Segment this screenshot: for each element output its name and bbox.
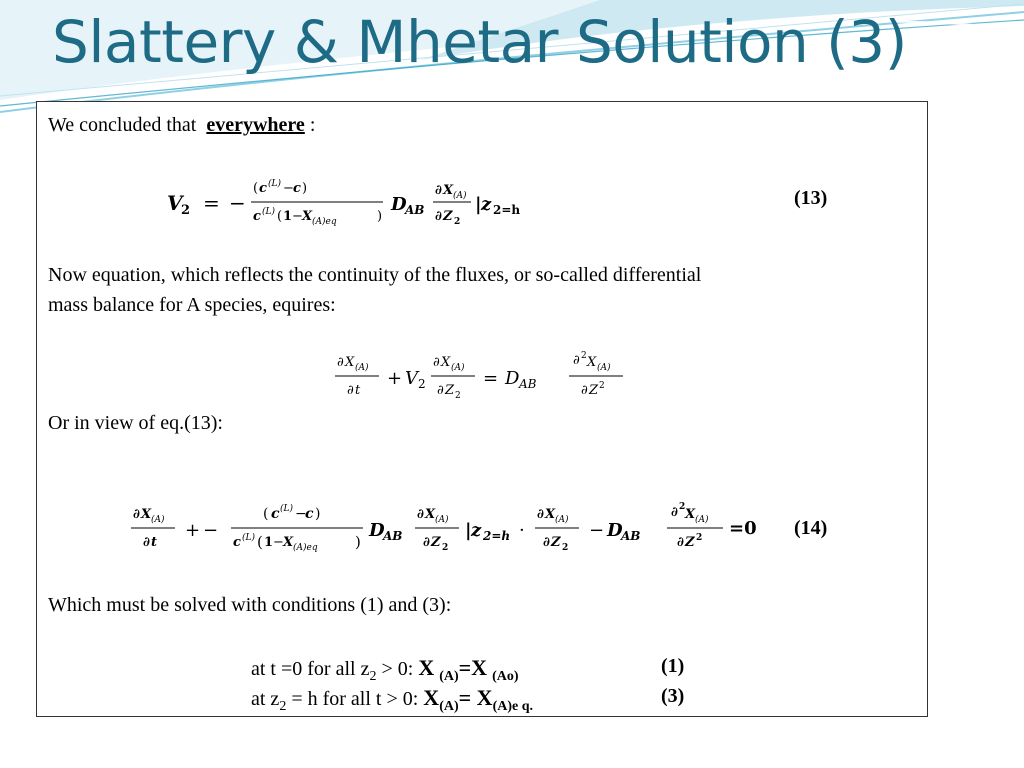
svg-text:X: X — [443, 183, 454, 198]
svg-text:(A)eq: (A)eq — [293, 543, 318, 553]
svg-text:(L): (L) — [242, 533, 255, 543]
svg-text:∂: ∂ — [143, 535, 150, 550]
svg-text:): ) — [302, 181, 308, 196]
svg-text:2: 2 — [562, 543, 569, 553]
svg-text:(: ( — [277, 209, 283, 224]
svg-text:V: V — [167, 191, 183, 215]
svg-text:X: X — [345, 355, 355, 370]
svg-text:X: X — [441, 355, 451, 370]
svg-text:−: − — [292, 209, 303, 224]
svg-text:(A): (A) — [597, 363, 611, 373]
svg-text:∂: ∂ — [677, 535, 684, 550]
svg-text:AB: AB — [621, 529, 641, 543]
equation-14 — [129, 498, 789, 558]
svg-text:t: t — [355, 383, 361, 398]
svg-text:∂: ∂ — [543, 535, 550, 550]
svg-text:∂: ∂ — [417, 507, 424, 522]
svg-text:(L): (L) — [268, 179, 281, 189]
svg-text:(A): (A) — [151, 515, 165, 525]
svg-text:Z: Z — [589, 383, 599, 398]
svg-text:∂: ∂ — [437, 383, 444, 398]
svg-text:Z: Z — [443, 209, 453, 224]
svg-text:Z: Z — [431, 535, 441, 550]
svg-text:=: = — [203, 191, 220, 215]
svg-text:∂: ∂ — [435, 183, 442, 198]
equation-mass-balance — [333, 350, 653, 406]
svg-text:X: X — [545, 507, 556, 522]
svg-text:c: c — [233, 535, 241, 550]
svg-text:−: − — [203, 520, 219, 541]
svg-text:2: 2 — [442, 543, 449, 553]
svg-text:(A): (A) — [355, 363, 369, 373]
svg-text:X: X — [302, 209, 313, 224]
svg-text:(: ( — [253, 181, 259, 196]
condition-1-number: (1) — [661, 655, 685, 677]
svg-text:): ) — [377, 209, 383, 224]
svg-text:2=h: 2=h — [493, 203, 521, 217]
svg-text:AB: AB — [405, 203, 425, 217]
paragraph-in-view: Or in view of eq.(13): — [48, 412, 223, 434]
svg-text:D: D — [391, 194, 407, 215]
svg-text:(: ( — [257, 533, 263, 551]
svg-text:·: · — [519, 520, 525, 541]
svg-text:2: 2 — [455, 391, 461, 401]
svg-text:(A)eq: (A)eq — [312, 217, 337, 227]
svg-text:−: − — [295, 506, 307, 522]
slide-title: Slattery & Mhetar Solution (3) — [52, 8, 907, 76]
svg-text:−: − — [273, 535, 284, 550]
svg-text:∂: ∂ — [433, 355, 440, 370]
svg-text:D: D — [369, 520, 385, 541]
svg-text:z: z — [481, 194, 492, 215]
svg-text:∂: ∂ — [133, 507, 140, 522]
svg-text:2: 2 — [679, 502, 686, 512]
svg-text:): ) — [315, 506, 321, 522]
svg-text:Z: Z — [685, 535, 695, 550]
svg-text:c: c — [271, 506, 280, 522]
paragraph-continuity-line2: mass balance for A species, equires: — [48, 294, 336, 316]
svg-text:2: 2 — [599, 381, 605, 391]
equation-14-number: (14) — [794, 517, 828, 539]
condition-3-number: (3) — [661, 685, 685, 707]
svg-text:−: − — [283, 181, 294, 196]
svg-text:∂: ∂ — [573, 353, 580, 368]
paragraph-continuity-line1: Now equation, which reflects the continuity of the fluxes, or so-called differential — [48, 264, 702, 286]
equation-13 — [167, 170, 587, 230]
svg-text:∂: ∂ — [581, 383, 588, 398]
svg-text:(A): (A) — [451, 363, 465, 373]
svg-text:2: 2 — [581, 351, 587, 361]
svg-text:Z: Z — [551, 535, 561, 550]
equation-13-number: (13) — [794, 187, 828, 209]
content-box — [36, 101, 928, 717]
svg-text:D: D — [505, 368, 520, 389]
svg-text:|: | — [475, 194, 482, 215]
svg-text:X: X — [141, 507, 152, 522]
svg-text:2: 2 — [181, 203, 191, 218]
svg-text:Z: Z — [445, 383, 455, 398]
intro-emphasis: everywhere — [206, 114, 305, 136]
svg-text:+: + — [387, 368, 403, 389]
svg-text:(A): (A) — [695, 515, 709, 525]
svg-text:∂: ∂ — [537, 507, 544, 522]
svg-text:1: 1 — [264, 535, 274, 550]
svg-text:t: t — [151, 535, 158, 550]
svg-text:): ) — [355, 533, 361, 551]
svg-text:1: 1 — [283, 209, 293, 224]
condition-1: at t =0 for all $z_2 > 0$: X $_{(A)}$=X $_{(Ao)}$ — [251, 655, 519, 684]
svg-text:c: c — [253, 209, 261, 224]
svg-text:∂: ∂ — [337, 355, 344, 370]
svg-text:c: c — [259, 181, 267, 196]
intro-colon: : — [309, 114, 316, 136]
svg-text:(A): (A) — [435, 515, 449, 525]
svg-text:=: = — [483, 368, 499, 389]
svg-text:2: 2 — [418, 377, 426, 391]
svg-text:X: X — [587, 355, 597, 370]
svg-text:X: X — [685, 507, 696, 522]
svg-text:−: − — [229, 191, 246, 215]
svg-text:2: 2 — [696, 533, 703, 543]
svg-text:V: V — [405, 368, 418, 389]
svg-text:X: X — [283, 535, 294, 550]
svg-text:(: ( — [263, 506, 269, 522]
svg-text:=0: =0 — [729, 518, 757, 539]
intro-text: We concluded that — [48, 114, 197, 136]
svg-text:+: + — [185, 520, 201, 541]
svg-text:|: | — [465, 520, 472, 541]
svg-text:−: − — [589, 520, 605, 541]
svg-text:(A): (A) — [453, 191, 467, 201]
svg-text:(L): (L) — [262, 207, 275, 217]
svg-text:c: c — [305, 506, 314, 522]
svg-text:(L): (L) — [280, 504, 293, 514]
svg-text:AB: AB — [519, 377, 537, 391]
condition-3: at $z_2 = h$ for all t > 0: $X_{(A)}= X_{(A)e q.}$ — [251, 685, 533, 714]
svg-text:X: X — [425, 507, 436, 522]
svg-text:z: z — [471, 520, 482, 541]
svg-text:AB: AB — [383, 529, 403, 543]
svg-text:D: D — [607, 520, 623, 541]
svg-text:2: 2 — [454, 217, 461, 227]
svg-text:∂: ∂ — [347, 383, 354, 398]
svg-text:c: c — [293, 181, 301, 196]
svg-text:∂: ∂ — [671, 505, 678, 520]
paragraph-conditions: Which must be solved with conditions (1) and (3): — [48, 594, 452, 616]
intro-line — [48, 114, 315, 137]
svg-text:(A): (A) — [555, 515, 569, 525]
svg-text:∂: ∂ — [435, 209, 442, 224]
svg-text:2=h: 2=h — [483, 529, 511, 543]
svg-text:∂: ∂ — [423, 535, 430, 550]
